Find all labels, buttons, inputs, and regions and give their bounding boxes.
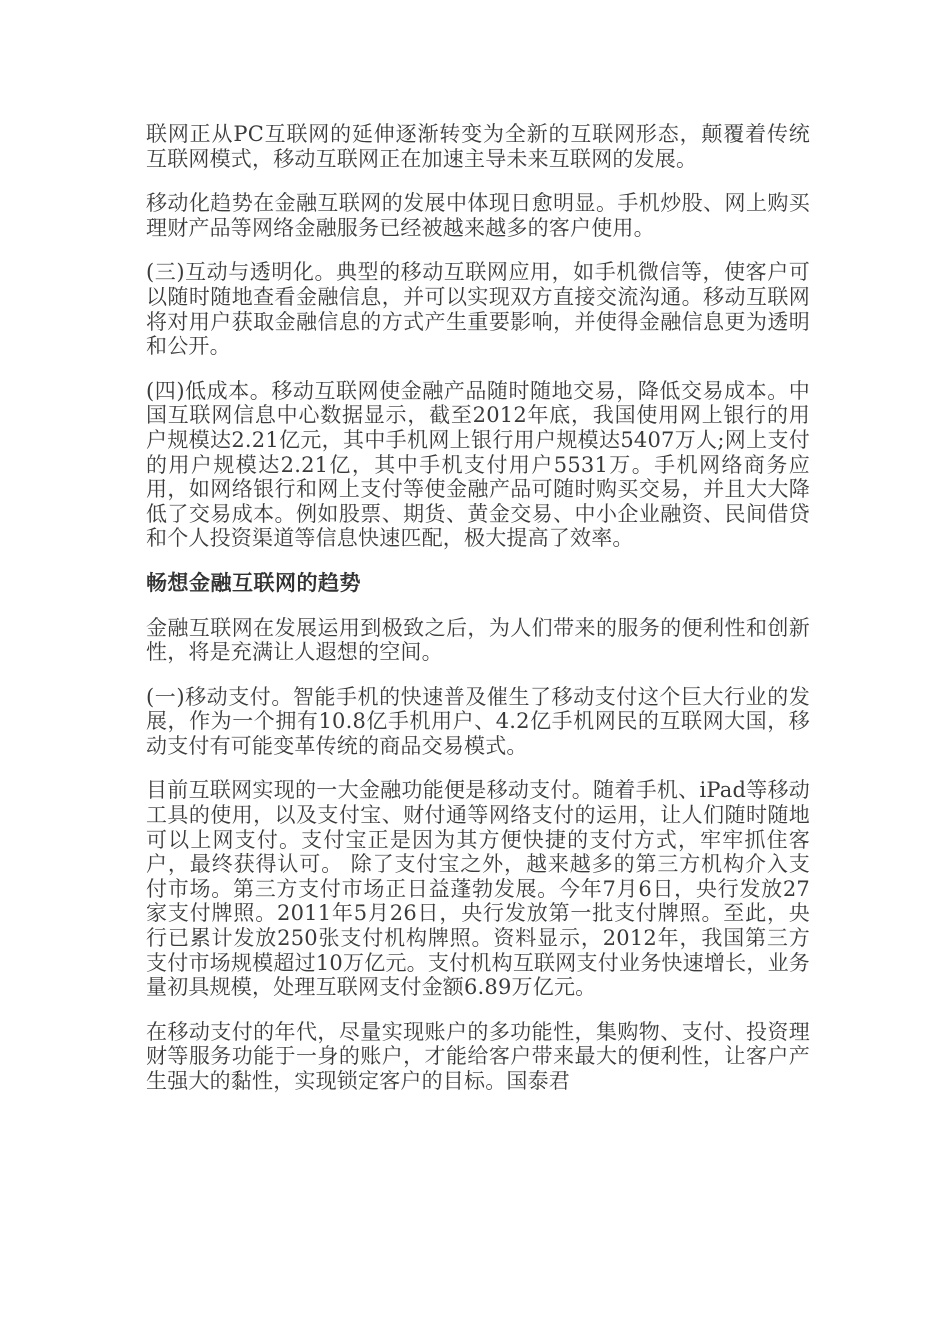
paragraph-account-multifunction: 在移动支付的年代，尽量实现账户的多功能性，集购物、支付、投资理财等服务功能于一身的账户，才能给客户带来最大的便利性，让客户产生强大的黏性，实现锁定客户的目标。国泰君 xyxy=(146,1019,810,1093)
paragraph-mobile-payment: (一)移动支付。智能手机的快速普及催生了移动支付这个巨大行业的发展，作为一个拥有10.8亿手机用户、4.2亿手机网民的互联网大国，移动支付有可能变革传统的商品交易模式。 xyxy=(146,684,810,758)
paragraph-low-cost: (四)低成本。移动互联网使金融产品随时随地交易，降低交易成本。中国互联网信息中心数据显示，截至2012年底，我国使用网上银行的用户规模达2.21亿元，其中手机网上银行用户规模达5407万人;网上支付的用户规模达2.21亿，其中手机支付用户5531万。手机网络商务应用，如网络银行和网上支付等使金融产品可随时购买交易，并且大大降低了交易成本。例如股票、期货、黄金交易、中小企业融资、民间借贷和个人投资渠道等信息快速匹配，极大提高了效率。 xyxy=(146,378,810,551)
paragraph-interaction-transparency: (三)互动与透明化。典型的移动互联网应用，如手机微信等，使客户可以随时随地查看金融信息，并可以实现双方直接交流沟通。移动互联网将对用户获取金融信息的方式产生重要影响，并使得金融信息更为透明和公开。 xyxy=(146,260,810,359)
paragraph-intro: 金融互联网在发展运用到极致之后，为人们带来的服务的便利性和创新性，将是充满让人遐想的空间。 xyxy=(146,615,810,665)
paragraph-mobile-trend: 移动化趋势在金融互联网的发展中体现日愈明显。手机炒股、网上购买理财产品等网络金融服务已经被越来越多的客户使用。 xyxy=(146,191,810,240)
document-page xyxy=(146,122,810,1114)
paragraph-mobile-internet-shift: 联网正从PC互联网的延伸逐渐转变为全新的互联网形态，颠覆着传统互联网模式，移动互联网正在加速主导未来互联网的发展。 xyxy=(146,122,810,171)
section-heading: 畅想金融互联网的趋势 xyxy=(146,570,361,595)
paragraph-payment-details: 目前互联网实现的一大金融功能便是移动支付。随着手机、iPad等移动工具的使用，以及支付宝、财付通等网络支付的运用，让人们随时随地可以上网支付。支付宝正是因为其方便快捷的支付方式，牢牢抓住客户，最终获得认可。 除了支付宝之外，越来越多的第三方机构介入支付市场。第三方支付市场正日益蓬勃发展。今年7月6日，央行发放27家支付牌照。2011年5月26日，央行发放第一批支付牌照。至此，央行已累计发放250张支付机构牌照。资料显示，2012年，我国第三方支付市场规模超过10万亿元。支付机构互联网支付业务快速增长，业务量初具规模，处理互联网支付金额6.89万亿元。 xyxy=(146,778,810,1000)
